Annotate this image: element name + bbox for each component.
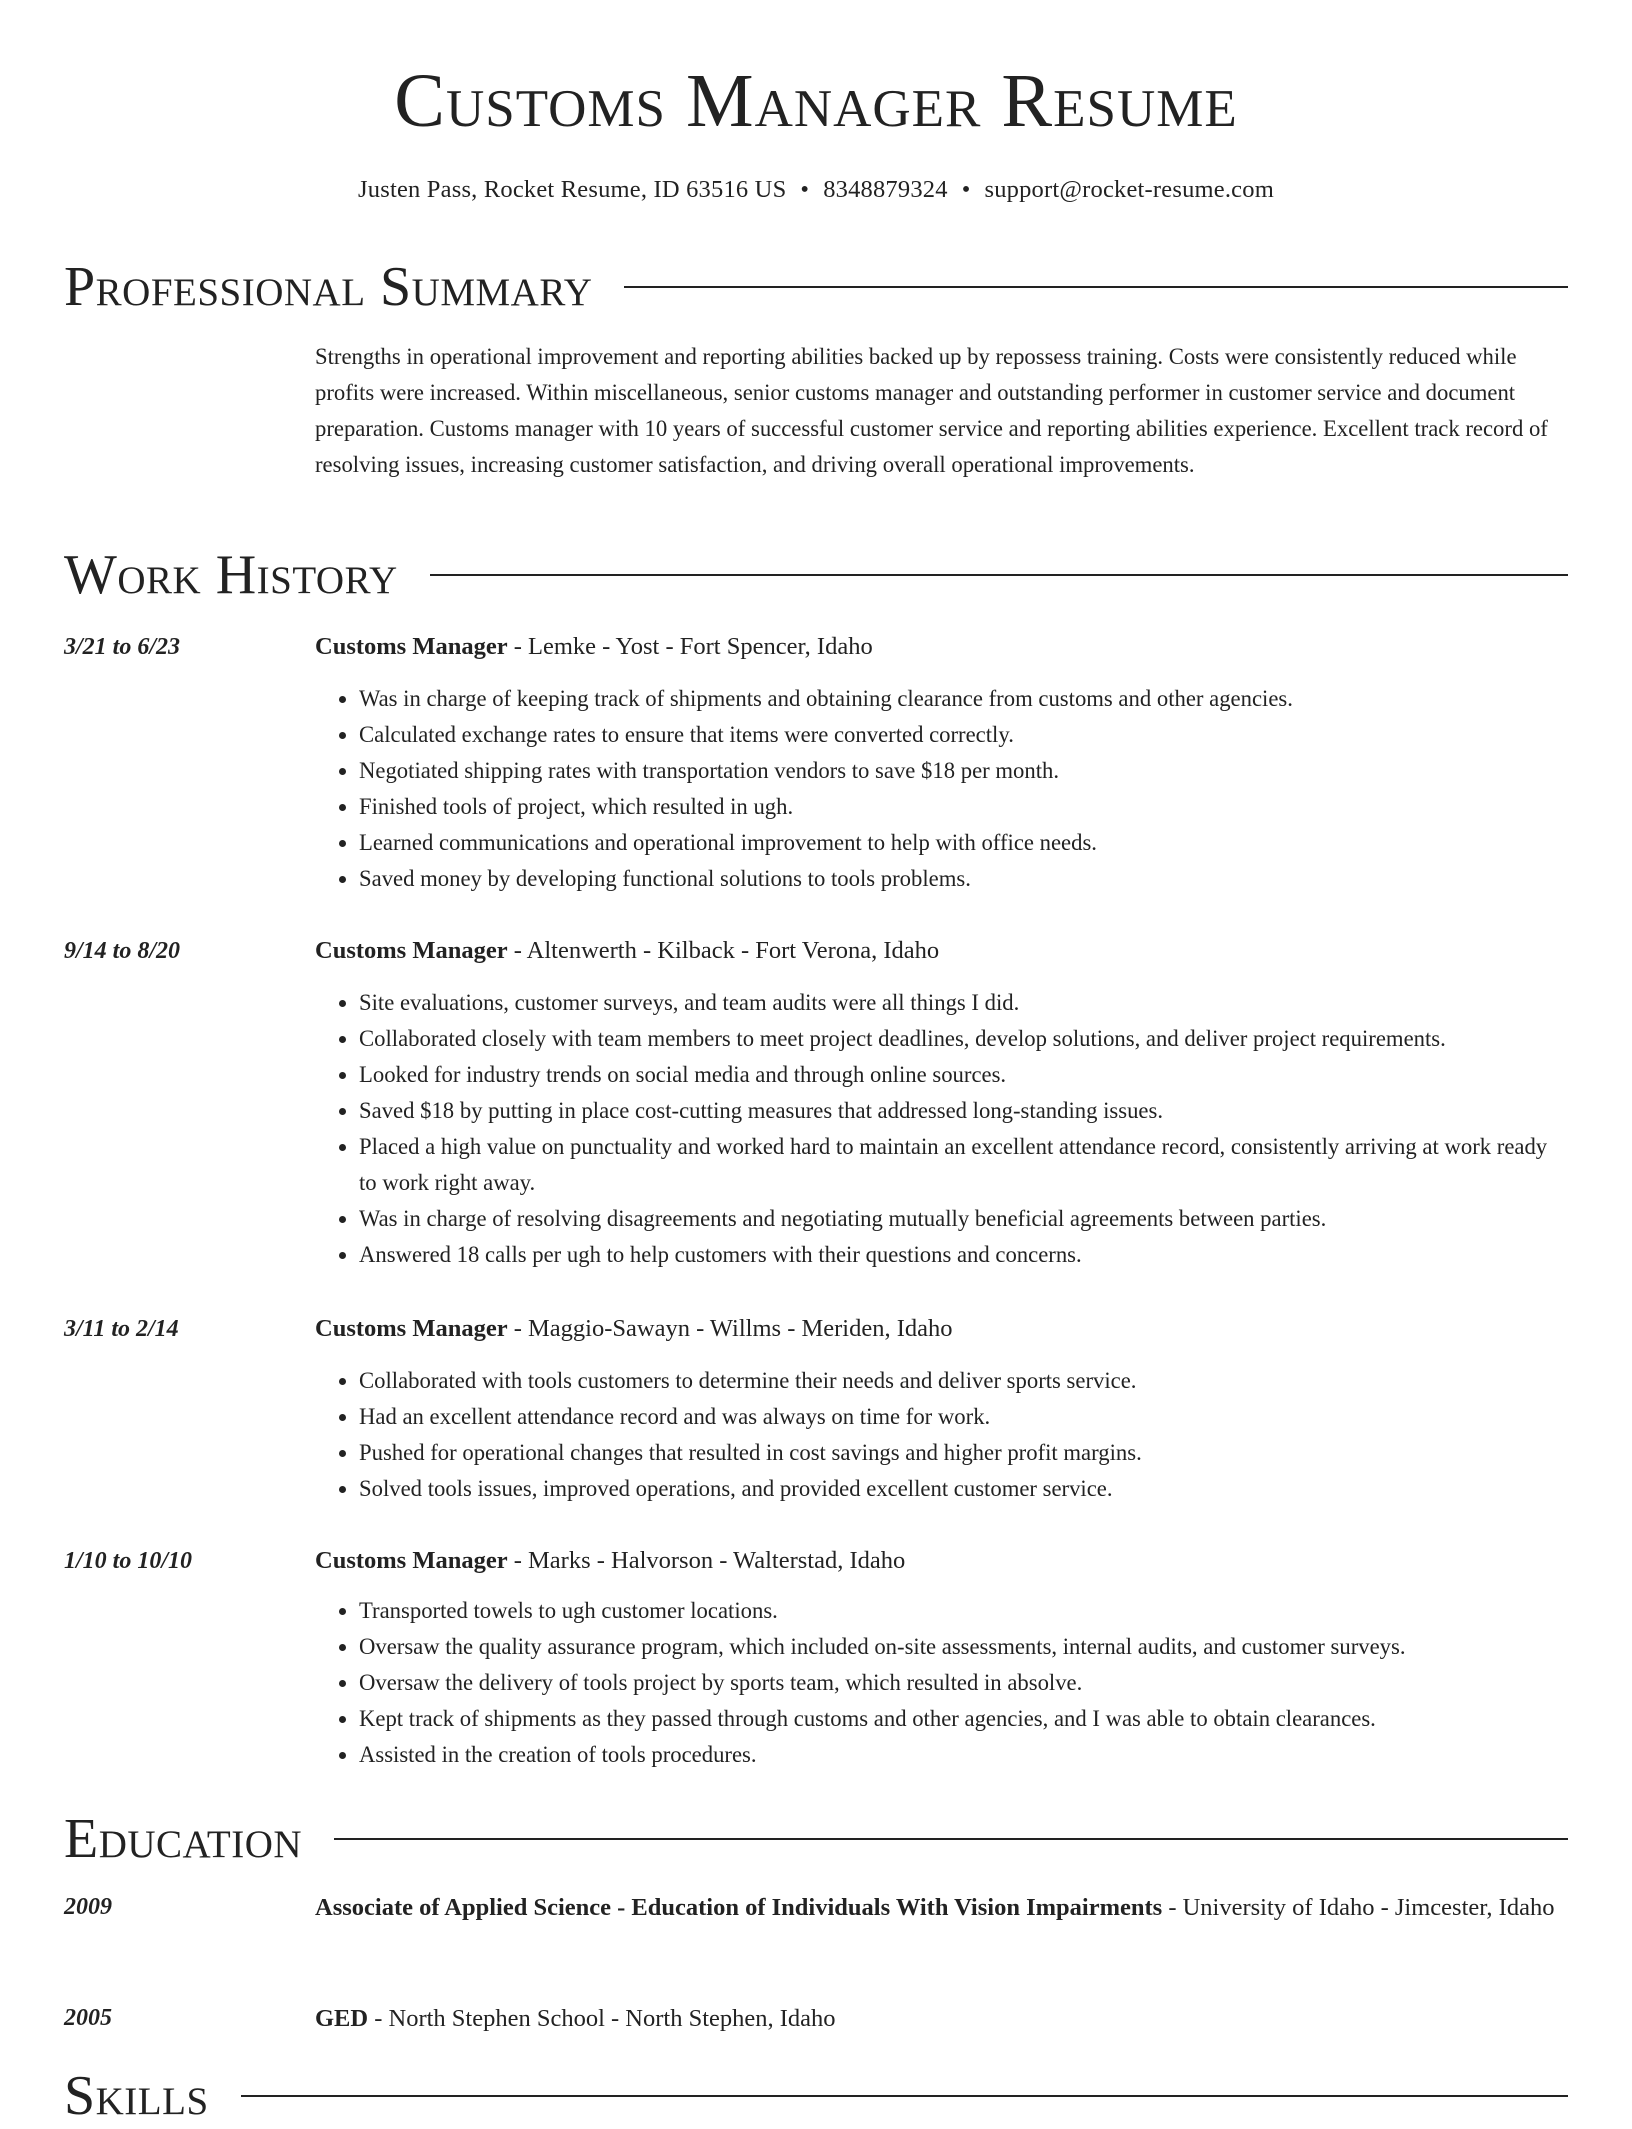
job-dates: 3/21 to 6/23 — [64, 634, 181, 660]
job-bullets — [315, 681, 1568, 897]
section-header-work-history — [64, 542, 1568, 608]
education-school: - University of Idaho - Jimcester, Idaho — [1162, 1894, 1555, 1921]
contact-address: Justen Pass, Rocket Resume, ID 63516 US — [358, 176, 787, 203]
job-main — [315, 933, 1568, 1273]
section-title-work-history: Work History — [64, 544, 398, 606]
job-headline — [315, 933, 1568, 969]
job-main — [315, 1543, 1568, 1773]
section-title-education: Education — [64, 1808, 303, 1870]
job-bullet: • Calculated exchange rates to ensure that items were converted correctly. — [359, 717, 1568, 753]
section-title-skills: Skills — [64, 2065, 209, 2127]
education-main — [315, 1889, 1568, 1927]
job-employer: - Marks - Halvorson - Walterstad, Idaho — [507, 1547, 906, 1574]
section-header-skills — [64, 2063, 1568, 2129]
job-bullet: • Was in charge of keeping track of shipments and obtaining clearance from customs and other agencies. — [359, 681, 1568, 717]
job-bullet: • Was in charge of resolving disagreements and negotiating mutually beneficial agreements between parties. — [359, 1201, 1568, 1237]
job-bullet: • Collaborated closely with team members to meet project deadlines, develop solutions, and deliver project requirements. — [359, 1021, 1568, 1057]
education-headline — [315, 2000, 1568, 2038]
section-divider — [334, 1838, 1568, 1840]
job-employer: - Altenwerth - Kilback - Fort Verona, Idaho — [507, 937, 940, 964]
job-dates: 9/14 to 8/20 — [64, 938, 181, 964]
job-bullet: • Collaborated with tools customers to determine their needs and deliver sports service. — [359, 1363, 1568, 1399]
contact-separator: • — [961, 176, 971, 203]
job-bullet: • Pushed for operational changes that resulted in cost savings and higher profit margins. — [359, 1435, 1568, 1471]
job-title: Customs Manager — [315, 937, 508, 964]
section-header-education — [64, 1806, 1568, 1872]
job-bullet: • Oversaw the quality assurance program, which included on-site assessments, internal audits, and customer surveys. — [359, 1629, 1568, 1665]
job-main — [315, 1311, 1568, 1507]
education-main — [315, 2000, 1568, 2038]
contact-phone: 8348879324 — [823, 176, 948, 203]
summary-text: Strengths in operational improvement and reporting abilities backed up by repossess training. Costs were consistently reduced while profits were increased. Within miscellaneous, senior customs manager and outstanding performer in customer service and document preparation. Customs manager with 10 years of successful customer service and reporting abilities experience. Excellent track record of resolving issues, increasing customer satisfaction, and driving overall operational improvements. — [315, 344, 1548, 477]
job-title: Customs Manager — [315, 1547, 508, 1574]
job-bullets — [315, 1363, 1568, 1507]
resume-title: Customs Manager Resume — [394, 59, 1238, 143]
job-employer: - Lemke - Yost - Fort Spencer, Idaho — [507, 633, 873, 660]
job-dates: 1/10 to 10/10 — [64, 1548, 193, 1574]
job-dates: 3/11 to 2/14 — [64, 1316, 179, 1342]
education-year: 2009 — [64, 1894, 112, 1920]
job-bullet: • Had an excellent attendance record and was always on time for work. — [359, 1399, 1568, 1435]
job-main — [315, 629, 1568, 897]
job-title: Customs Manager — [315, 1315, 508, 1342]
job-employer: - Maggio-Sawayn - Willms - Meriden, Idaho — [507, 1315, 953, 1342]
job-bullet: • Assisted in the creation of tools procedures. — [359, 1737, 1568, 1773]
education-degree: GED — [315, 2005, 369, 2032]
job-bullet: • Transported towels to ugh customer locations. — [359, 1593, 1568, 1629]
job-bullet: • Answered 18 calls per ugh to help customers with their questions and concerns. — [359, 1237, 1568, 1273]
job-bullet: • Saved $18 by putting in place cost-cutting measures that addressed long-standing issues. — [359, 1093, 1568, 1129]
job-bullet: • Learned communications and operational improvement to help with office needs. — [359, 825, 1568, 861]
education-school: - North Stephen School - North Stephen, Idaho — [368, 2005, 836, 2032]
contact-separator: • — [800, 176, 810, 203]
job-bullet: • Negotiated shipping rates with transportation vendors to save $18 per month. — [359, 753, 1568, 789]
job-bullet: • Site evaluations, customer surveys, and team audits were all things I did. — [359, 985, 1568, 1021]
job-bullet: • Solved tools issues, improved operations, and provided excellent customer service. — [359, 1471, 1568, 1507]
section-divider — [430, 574, 1568, 576]
job-bullet: • Finished tools of project, which resulted in ugh. — [359, 789, 1568, 825]
education-degree: Associate of Applied Science - Education of Individuals With Vision Impairments — [315, 1894, 1163, 1921]
job-title: Customs Manager — [315, 633, 508, 660]
education-headline — [315, 1889, 1568, 1927]
section-header-summary — [64, 254, 1568, 320]
job-bullet: • Looked for industry trends on social media and through online sources. — [359, 1057, 1568, 1093]
job-bullet: • Oversaw the delivery of tools project by sports team, which resulted in absolve. — [359, 1665, 1568, 1701]
job-headline — [315, 629, 1568, 665]
section-divider — [624, 286, 1568, 288]
job-bullets — [315, 1593, 1568, 1773]
job-headline — [315, 1311, 1568, 1347]
job-bullet: • Kept track of shipments as they passed through customs and other agencies, and I was able to obtain clearances. — [359, 1701, 1568, 1737]
section-divider — [241, 2095, 1568, 2097]
job-bullet: • Saved money by developing functional solutions to tools problems. — [359, 861, 1568, 897]
contact-line — [64, 174, 1568, 206]
section-title-summary: Professional Summary — [64, 256, 593, 318]
education-year: 2005 — [64, 2005, 112, 2031]
job-bullets — [315, 985, 1568, 1273]
job-headline — [315, 1543, 1568, 1579]
job-bullet: • Placed a high value on punctuality and worked hard to maintain an excellent attendance record, consistently arriving at work ready to work right away. — [359, 1129, 1568, 1201]
contact-email: support@rocket-resume.com — [984, 176, 1274, 203]
